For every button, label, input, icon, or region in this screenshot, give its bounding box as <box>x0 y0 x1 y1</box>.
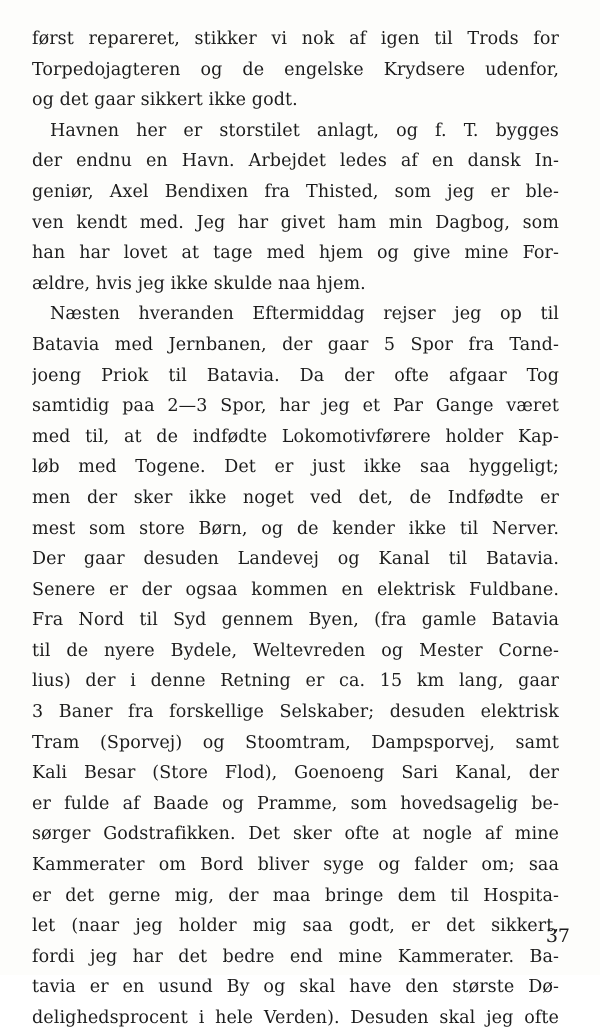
text-line: delighedsprocent i hele Verden). Desuden skal jeg ofte <box>32 1008 559 1028</box>
text-line: Torpedojagteren og de engelske Krydsere udenfor, <box>32 59 559 80</box>
text-line: let (naar jeg holder mig saa godt, er det sikkert, <box>32 916 559 937</box>
text-line: mest som store Børn, og de kender ikke til Nerver. <box>32 518 559 539</box>
text-line: han har lovet at tage med hjem og give mine For- <box>32 243 559 264</box>
text-line: først repareret, stikker vi nok af igen til Trods for <box>32 29 559 49</box>
text-line: Batavia med Jernbanen, der gaar 5 Spor fra Tand- <box>32 334 559 355</box>
text-line: og det gaar sikkert ikke godt. <box>32 90 298 111</box>
text-line: Havnen her er storstilet anlagt, og f. T. bygges <box>50 120 559 141</box>
text-line: til de nyere Bydele, Weltevreden og Mester Corne- <box>32 640 559 661</box>
text-line: der endnu en Havn. Arbejdet ledes af en dansk In- <box>32 151 559 172</box>
text-line: tavia er en usund By og skal have den største Dø- <box>32 977 559 998</box>
text-line: 3 Baner fra forskellige Selskaber; desuden elektrisk <box>32 702 559 723</box>
text-line: Fra Nord til Syd gennem Byen, (fra gamle Batavia <box>32 610 559 631</box>
text-line: Kali Besar (Store Flod), Goenoeng Sari Kanal, der <box>32 763 559 784</box>
text-line: samtidig paa 2—3 Spor, har jeg et Par Gange været <box>32 396 559 417</box>
text-line: ven kendt med. Jeg har givet ham min Dagbog, som <box>32 212 559 233</box>
text-line: lius) der i denne Retning er ca. 15 km lang, gaar <box>32 671 559 692</box>
text-line: Tram (Sporvej) og Stoomtram, Dampsporvej, samt <box>32 732 559 753</box>
text-line: Næsten hveranden Eftermiddag rejser jeg op til <box>50 304 559 325</box>
text-line: Der gaar desuden Landevej og Kanal til Batavia. <box>32 549 559 570</box>
text-line: fordi jeg har det bedre end mine Kammerater. Ba- <box>32 946 559 967</box>
text-line: Senere er der ogsaa kommen en elektrisk Fuldbane. <box>32 579 559 600</box>
text-line: er fulde af Baade og Pramme, som hovedsagelig be- <box>32 793 559 814</box>
text-line: geniør, Axel Bendixen fra Thisted, som jeg er ble- <box>32 181 559 202</box>
text-line: sørger Godstrafikken. Det sker ofte at nogle af mine <box>32 824 559 845</box>
text-line: er det gerne mig, der maa bringe dem til Hospita- <box>32 885 559 906</box>
text-line: løb med Togene. Det er just ikke saa hyggeligt; <box>32 457 559 478</box>
body-text <box>32 24 559 1034</box>
page-number: 37 <box>545 925 570 947</box>
text-line: med til, at de indfødte Lokomotivførere holder Kap- <box>32 426 559 447</box>
text-line: joeng Priok til Batavia. Da der ofte afgaar Tog <box>32 365 559 386</box>
text-line: ældre, hvis jeg ikke skulde naa hjem. <box>32 273 366 294</box>
text-line: Kammerater om Bord bliver syge og falder om; saa <box>32 855 559 876</box>
text-line: men der sker ikke noget ved det, de Indfødte er <box>32 487 559 508</box>
